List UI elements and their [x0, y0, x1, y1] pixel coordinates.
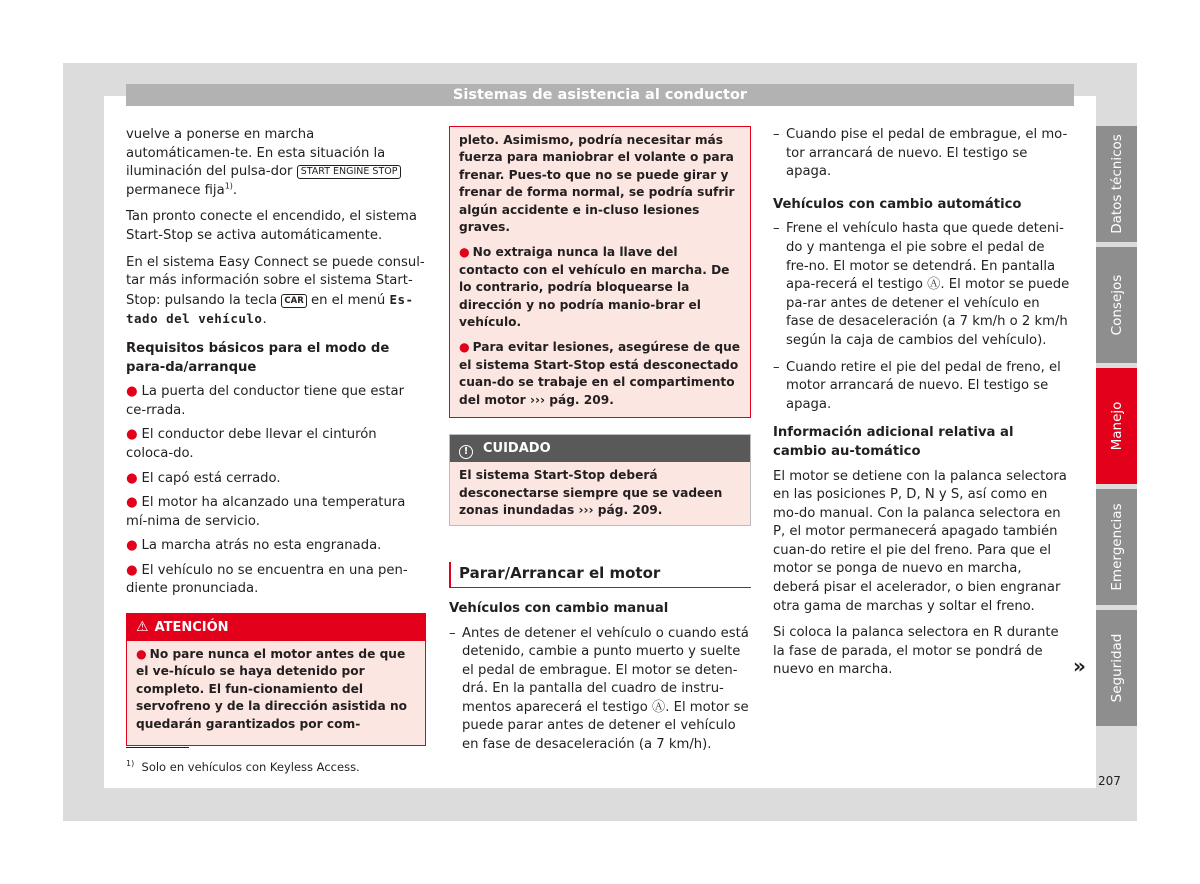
subheading-manual: Vehículos con cambio manual — [449, 600, 669, 616]
list-item: – Cuando retire el pie del pedal de freno, el motor arrancará de nuevo. El testigo se apaga. — [773, 359, 1061, 412]
warning-box-continued: pleto. Asimismo, podría necesitar más fuerza para maniobrar el volante o para frenar. Pues-to que no se puede girar y frenar de forma normal, se podría sufrir algún accidente e in-cluso lesiones graves. ● No extraiga nunca la llave del contacto con el vehículo en marcha. De lo contrario, podría bloquearse la dirección y no podría manio-brar el vehículo. ● Para evitar lesiones, asegúrese de que el sistema Start-Stop está desconectado cuan-do se trabaje en el compartimento del motor ››› pág. 209. — [449, 126, 751, 418]
bullet-icon: ● — [126, 470, 138, 486]
list-item: ● El vehículo no se encuentra en una pen-diente pronunciada. — [126, 562, 408, 597]
caution-header: ! CUIDADO — [450, 435, 750, 462]
subheading-additional-info: Información adicional relativa al cambio au-tomático — [773, 425, 1014, 459]
bullet-icon: ● — [136, 647, 147, 662]
chapter-header: Sistemas de asistencia al conductor — [126, 84, 1074, 106]
column-2 — [449, 126, 751, 763]
bullet-icon: ● — [459, 245, 470, 260]
warning-box: ⚠ ATENCIÓN ● No pare nunca el motor antes de que el ve-hículo se haya detenido por completo. El fun-cionamiento del servofreno y de la dirección asistida no quedarán garantizados por com- — [126, 613, 426, 746]
tab-seguridad[interactable]: Seguridad — [1096, 610, 1137, 726]
continue-chevron-icon: » — [1073, 654, 1086, 678]
bullet-icon: ● — [126, 562, 138, 578]
list-item: – Frene el vehículo hasta que quede deteni-do y mantenga el pie sobre el pedal de fre-no. El motor se detendrá. En pantalla apa-recerá el testigo Ⓐ. El motor se puede pa-rar antes de detener el vehículo en fase de desaceleración (a 7 km/h o 2 km/h según la caja de cambios del vehículo). — [773, 221, 1070, 348]
column-1 — [126, 126, 426, 746]
footnote: $^{1)}$ Solo en vehículos con Keyless Access. — [126, 759, 360, 774]
paragraph: El motor se detiene con la palanca selectora en las posiciones P, D, N y S, así como en mo-do manual. Con la palanca selectora en P, el motor permanecerá apagado también cuan-do retire el pie del freno. Para que el motor se ponga de nuevo en marcha, deberá pisar el acelerador, o bien engranar otra gama de marchas y soltar el freno. — [773, 468, 1067, 614]
page-reference-link[interactable]: ››› pág. 209 — [578, 502, 658, 517]
section-title: Parar/Arrancar el motor — [449, 562, 751, 588]
bullet-icon: ● — [126, 495, 138, 511]
warning-header: ⚠ ATENCIÓN — [127, 614, 425, 641]
tab-emergencias[interactable]: Emergencias — [1096, 489, 1137, 605]
paragraph: Si coloca la palanca selectora en R durante la fase de parada, el motor se pondrá de nuevo en marcha. — [773, 625, 1059, 678]
subheading-automatic: Vehículos con cambio automático — [773, 196, 1022, 212]
page-number: 207 — [1098, 774, 1121, 788]
start-engine-stop-key: START ENGINE STOP — [297, 165, 402, 179]
list-item: – Cuando pise el pedal de embrague, el mo-tor arrancará de nuevo. El testigo se apaga. — [773, 127, 1068, 180]
info-circle-icon: ! — [459, 445, 473, 459]
paragraph-3: En el sistema Easy Connect se puede consul-tar más información sobre el sistema Start-Stop: pulsando la tecla CAR en el menú Es-tado del vehículo. — [126, 254, 425, 328]
tab-manejo[interactable]: Manejo — [1096, 368, 1137, 484]
caution-box: ! CUIDADO El sistema Start-Stop deberá desconectarse siempre que se vadeen zonas inundadas ››› pág. 209. — [449, 434, 751, 526]
car-key: CAR — [281, 294, 306, 308]
list-item: ● La puerta del conductor tiene que estar ce-rrada. — [126, 384, 404, 418]
list-item: ● El capó está cerrado. — [126, 470, 281, 486]
bullet-icon: ● — [126, 384, 138, 400]
footnote-ref[interactable]: 1) — [224, 181, 233, 191]
footnote-rule — [126, 747, 189, 748]
page-reference-link[interactable]: ››› pág. 209 — [529, 392, 610, 407]
list-item: ● La marcha atrás no esta engranada. — [126, 538, 382, 554]
list-item: ● El conductor debe llevar el cinturón coloca-do. — [126, 427, 377, 461]
bullet-icon: ● — [459, 340, 470, 355]
bullet-icon: ● — [126, 427, 138, 443]
menu-name: Es-tado del vehículo — [126, 291, 414, 327]
subheading-requirements: Requisitos básicos para el modo de para-da/arranque — [126, 340, 390, 375]
warning-triangle-icon: ⚠ — [136, 619, 149, 636]
paragraph-1: vuelve a ponerse en marcha automáticamen-te. En esta situación la iluminación del pulsa-dor START ENGINE STOP permanece fija$^{1)}$. — [126, 126, 426, 200]
list-item: ● El motor ha alcanzado una temperatura mí-nima de servicio. — [126, 495, 406, 529]
tab-datos-tecnicos[interactable]: Datos técnicos — [1096, 126, 1137, 242]
list-item: – Antes de detener el vehículo o cuando está detenido, cambie a punto muerto y suelte el pedal de embrague. El motor se deten-drá. En la pantalla del cuadro de instru-mentos aparecerá el testigo Ⓐ. El motor se puede parar antes de detener el vehículo en fase de desaceleración (a 7 km/h). — [449, 625, 749, 753]
paragraph-2: Tan pronto conecte el encendido, el sistema Start-Stop se activa automáticamente. — [126, 209, 417, 243]
tab-consejos[interactable]: Consejos — [1096, 247, 1137, 363]
column-3 — [773, 126, 1071, 688]
bullet-icon: ● — [126, 538, 138, 554]
